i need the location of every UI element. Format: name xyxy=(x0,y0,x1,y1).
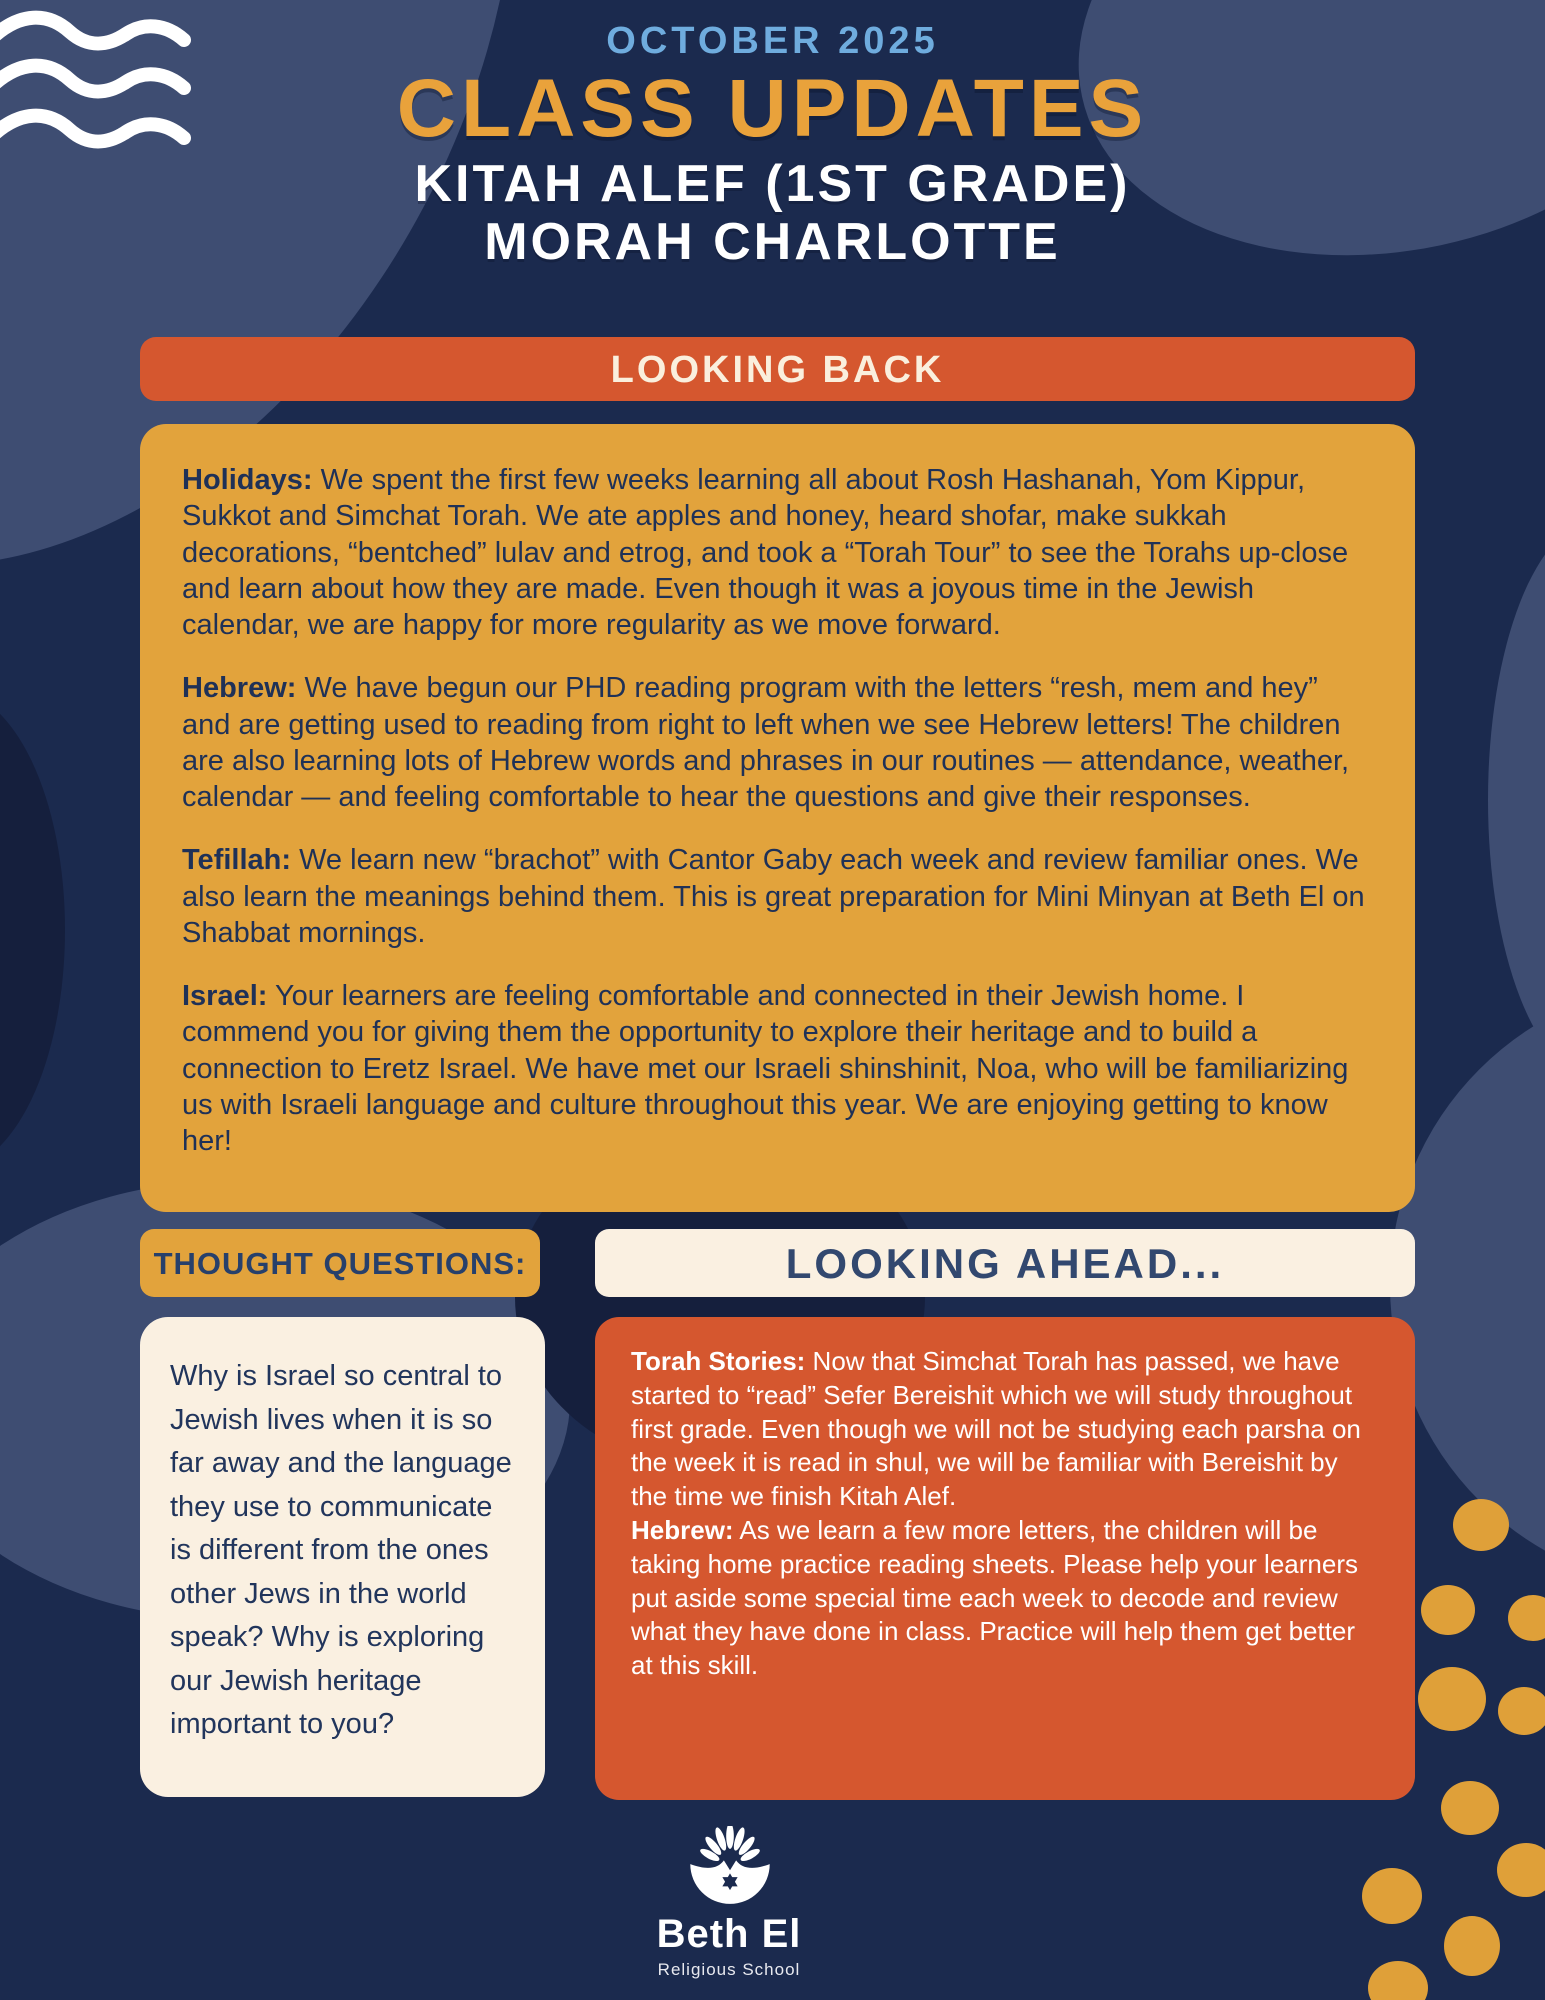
thought-questions-banner: THOUGHT QUESTIONS: xyxy=(140,1229,540,1297)
looking-ahead-box xyxy=(595,1317,1415,1800)
gold-dot xyxy=(1498,1687,1545,1735)
paragraph-label: Holidays: xyxy=(182,464,313,496)
class-name: KITAH ALEF (1ST GRADE) xyxy=(414,155,1131,213)
looking-ahead-banner: LOOKING AHEAD... xyxy=(595,1229,1415,1297)
gold-dot xyxy=(1441,1781,1499,1835)
gold-dot xyxy=(1421,1585,1475,1635)
thought-questions-box xyxy=(140,1317,545,1797)
org-name: Beth El xyxy=(656,1912,802,1956)
paragraph-label: Torah Stories: xyxy=(631,1346,806,1376)
background-blob-right-sliver xyxy=(1488,520,1545,1080)
looking-back-paragraphs xyxy=(182,462,1373,1159)
gold-dot xyxy=(1453,1499,1509,1551)
gold-dot xyxy=(1418,1667,1486,1731)
gold-dot xyxy=(1497,1843,1545,1897)
paragraph: Holidays: We spent the first few weeks learning all about Rosh Hashanah, Yom Kippur, Sukkot and Simchat Torah. We ate apples and honey, heard shofar, make sukkah decorations, “bentched” lulav and etrog, and took a “Torah Tour” to see the Torahs up-close and learn about how they are made. Even though it was a joyous time in the Jewish calendar, we are happy for more regularity as we move forward. xyxy=(182,464,1349,641)
teacher-name: MORAH CHARLOTTE xyxy=(484,213,1061,271)
paragraph: Tefillah: We learn new “brachot” with Cantor Gaby each week and review familiar ones. We also learn the meanings behind them. This is great preparation for Mini Minyan at Beth El on Shabbat mornings. xyxy=(182,844,1365,949)
thought-questions-text: Why is Israel so central to Jewish lives when it is so far away and the language they use to communicate is different from the ones other Jews in the world speak? Why is exploring our Jewish heritage important to you? xyxy=(170,1360,512,1740)
paragraph: Israel: Your learners are feeling comfortable and connected in their Jewish home. I commend you for giving them the opportunity to explore their heritage and to build a connection to Eretz Israel. We have met our Israeli shinshinit, Noa, who will be familiarizing us with Israeli language and culture throughout this year. We are enjoying getting to know her! xyxy=(182,980,1349,1157)
paragraph-label: Hebrew: xyxy=(631,1514,734,1545)
org-department: Religious School xyxy=(657,1960,801,1979)
looking-ahead-paragraphs xyxy=(631,1345,1379,1683)
looking-back-banner: LOOKING BACK xyxy=(140,337,1415,401)
paragraph: Hebrew: As we learn a few more letters, the children will be taking home practice reading sheets. Please help your learners put aside some special time each week to decode and review what they have done in class. Practice will help them get better at this skill. xyxy=(631,1514,1358,1681)
paragraph: Hebrew: We have begun our PHD reading program with the letters “resh, mem and hey” and are getting used to reading from right to left when we see Hebrew letters! The children are also learning lots of Hebrew words and phrases in our routines — attendance, weather, calendar — and feeling comfortable to hear the questions and give their responses. xyxy=(182,672,1350,813)
paragraph-label: Tefillah: xyxy=(182,844,292,877)
newsletter-month: OCTOBER 2025 xyxy=(606,20,939,62)
paragraph-label: Hebrew: xyxy=(182,672,297,705)
beth-el-tree-logo-icon xyxy=(684,1826,776,1910)
gold-dot xyxy=(1508,1595,1545,1641)
page-title: CLASS UPDATES xyxy=(396,63,1149,154)
background-blob-left-dark xyxy=(0,690,65,1170)
looking-back-box xyxy=(140,424,1415,1212)
paragraph: Torah Stories: Now that Simchat Torah has passed, we have started to “read” Sefer Bereishit which we will study throughout first grade. Even though we will not be studying each parsha on the week it is read in shul, we will be familiar with Bereishit by the time we finish Kitah Alef. xyxy=(631,1346,1361,1512)
paragraph-label: Israel: xyxy=(182,980,268,1012)
